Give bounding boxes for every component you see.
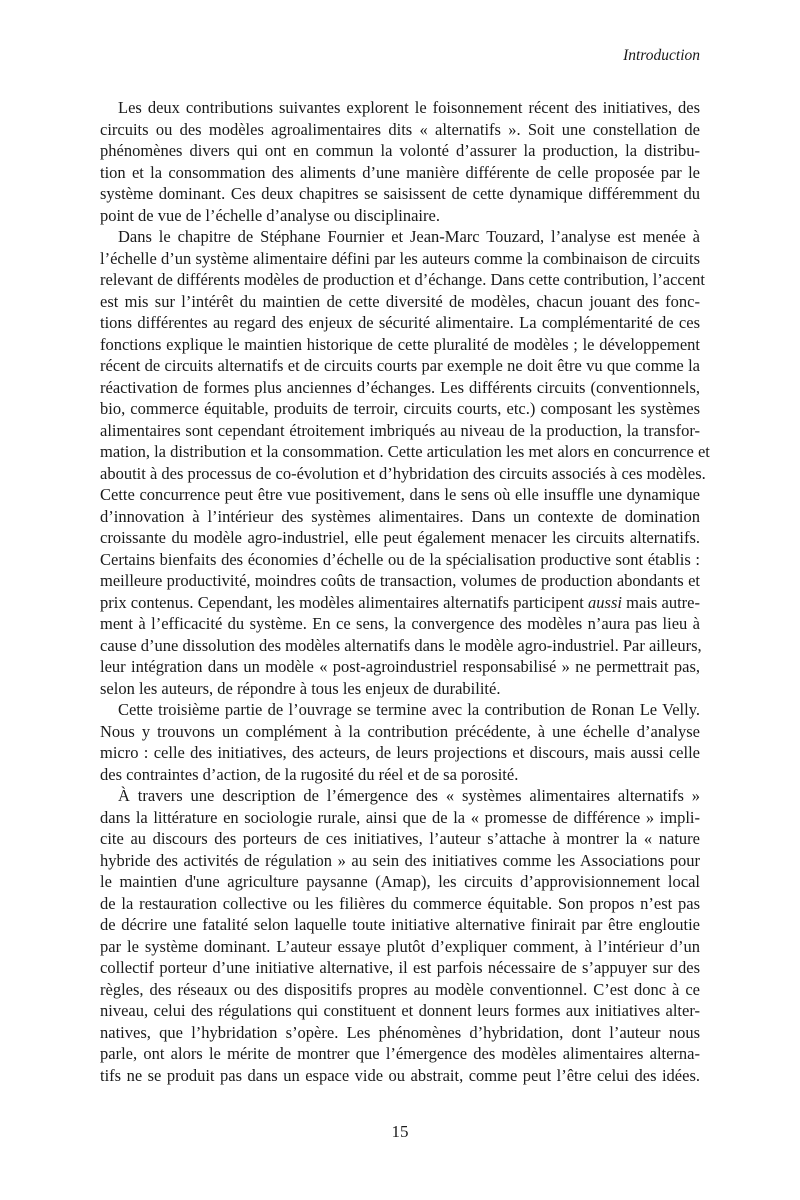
text-line: fonctions explique le maintien historique de cette pluralité de modèles ; le développement bbox=[100, 334, 700, 354]
text-line: aboutit à des processus de co-évolution et d’hybridation des circuits associés à ces modèles. bbox=[100, 463, 706, 483]
running-head-title: Introduction bbox=[623, 47, 700, 64]
text-line: réactivation de formes plus anciennes d’échanges. Les différents circuits (conventionnels, bbox=[100, 377, 700, 397]
text-line: Certains bienfaits des économies d’échelle ou de la spécialisation productive sont établis : bbox=[100, 549, 700, 569]
text-line: des contraintes d’action, de la rugosité du réel et de sa porosité. bbox=[100, 764, 519, 784]
text-line: d’innovation à l’intérieur des systèmes alimentaires. Dans un contexte de domination bbox=[100, 506, 700, 526]
text-line: croissante du modèle agro-industriel, elle peut également menacer les circuits alternatifs. bbox=[100, 528, 700, 547]
text-line: circuits ou des modèles agroalimentaires dits « alternatifs ». Soit une constellation de bbox=[100, 119, 700, 139]
text-line: À travers une description de l’émergence des « systèmes alimentaires alternatifs » bbox=[118, 786, 700, 805]
text-line: bio, commerce équitable, produits de terroir, circuits courts, etc.) composant les systèmes bbox=[100, 399, 700, 418]
text-segment: prix contenus. Cependant, les modèles alimentaires alternatifs participent bbox=[100, 592, 589, 612]
text-line: par le système dominant. L’auteur essaye plutôt d’expliquer comment, à l’intérieur d’un bbox=[100, 936, 700, 956]
italic-emphasis: aussi bbox=[588, 592, 622, 612]
text-line: hybride des activités de régulation » au sein des initiatives comme les Associations pour bbox=[100, 850, 700, 870]
text-line: cause d’une dissolution des modèles alternatifs dans le modèle agro-industriel. Par ailleurs, bbox=[100, 635, 702, 655]
text-line: alimentaires sont cependant étroitement imbriqués au niveau de la production, la transfor- bbox=[100, 420, 700, 440]
text-line: selon les auteurs, de répondre à tous les enjeux de durabilité. bbox=[100, 678, 501, 698]
text-line: Cette troisième partie de l’ouvrage se termine avec la contribution de Ronan Le Velly. bbox=[118, 700, 700, 719]
text-line: phénomènes divers qui ont en commun la volonté d’assurer la production, la distribu- bbox=[100, 141, 700, 160]
text-line: micro : celle des initiatives, des acteurs, de leurs projections et discours, mais aussi celle bbox=[100, 743, 700, 762]
text-line: Cette concurrence peut être vue positivement, dans le sens où elle insuffle une dynamique bbox=[100, 485, 700, 504]
text-line: ment à l’efficacité du système. En ce sens, la convergence des modèles n’aura pas lieu à bbox=[100, 614, 700, 633]
text-line: tifs ne se produit pas dans un espace vide ou abstrait, comme peut l’être celui des idées. bbox=[100, 1065, 700, 1085]
text-line: meilleure productivité, moindres coûts de transaction, volumes de production abondants et bbox=[100, 571, 700, 590]
text-line: règles, des réseaux ou des dispositifs propres au modèle conventionnel. C’est donc à ce bbox=[100, 979, 700, 999]
text-line: relevant de différents modèles de production et d’échange. Dans cette contribution, l’accent bbox=[100, 270, 705, 289]
text-line: Nous y trouvons un complément à la contribution précédente, à une échelle d’analyse bbox=[100, 721, 700, 741]
text-line: parle, ont alors le mérite de montrer que l’émergence des modèles alimentaires alterna- bbox=[100, 1044, 700, 1063]
text-line: cite au discours des porteurs de ces initiatives, l’auteur s’attache à montrer la « nature bbox=[100, 829, 700, 848]
text-line: l’échelle d’un système alimentaire défini par les auteurs comme la combinaison de circuits bbox=[100, 248, 700, 268]
text-line: Les deux contributions suivantes explorent le foisonnement récent des initiatives, des bbox=[118, 98, 700, 117]
paragraph bbox=[100, 699, 700, 785]
text-line: niveau, celui des régulations qui constituent et donnent leurs formes aux initiatives alter- bbox=[100, 1001, 700, 1020]
body-text bbox=[100, 97, 710, 1086]
text-line: système dominant. Ces deux chapitres se saisissent de cette dynamique différemment du bbox=[100, 184, 700, 203]
text-line: natives, que l’hybridation s’opère. Les phénomènes d’hybridation, dont l’auteur nous bbox=[100, 1022, 700, 1042]
text-line: le maintien d'une agriculture paysanne (Amap), les circuits d’approvisionnement local bbox=[100, 872, 700, 891]
text-line: est mis sur l’intérêt du maintien de cette diversité de modèles, chacun jouant des fonc- bbox=[100, 291, 700, 311]
paragraph bbox=[100, 785, 700, 1086]
text-line: mation, la distribution et la consommation. Cette articulation les met alors en concurrence et bbox=[100, 442, 710, 461]
text-line bbox=[100, 592, 700, 614]
text-segment: mais autre- bbox=[621, 592, 700, 612]
text-line: collectif porteur d’une initiative alternative, il est parfois nécessaire de s’appuyer sur des bbox=[100, 958, 700, 977]
text-line: de décrire une fatalité selon laquelle toute initiative alternative finirait par être engloutie bbox=[100, 915, 700, 934]
paragraph bbox=[100, 97, 700, 226]
text-line: dans la littérature en sociologie rurale, ainsi que de la « promesse de différence » impli- bbox=[100, 807, 700, 827]
page-number: 15 bbox=[391, 1122, 409, 1141]
text-line: point de vue de l’échelle d’analyse ou disciplinaire. bbox=[100, 205, 440, 225]
text-line: tions différentes au regard des enjeux de sécurité alimentaire. La complémentarité de ces bbox=[100, 313, 700, 332]
text-line: leur intégration dans un modèle « post-agroindustriel responsabilisé » ne permettrait pas, bbox=[100, 657, 700, 676]
text-line: de la restauration collective ou les filières du commerce équitable. Son propos n’est pas bbox=[100, 893, 700, 913]
text-line: Dans le chapitre de Stéphane Fournier et Jean-Marc Touzard, l’analyse est menée à bbox=[118, 227, 700, 246]
text-line: récent de circuits alternatifs et de circuits courts par exemple ne doit être vu que comme la bbox=[100, 356, 700, 375]
text-line: tion et la consommation des aliments d’une manière différente de celle proposée par le bbox=[100, 162, 700, 182]
paragraph bbox=[100, 226, 710, 699]
